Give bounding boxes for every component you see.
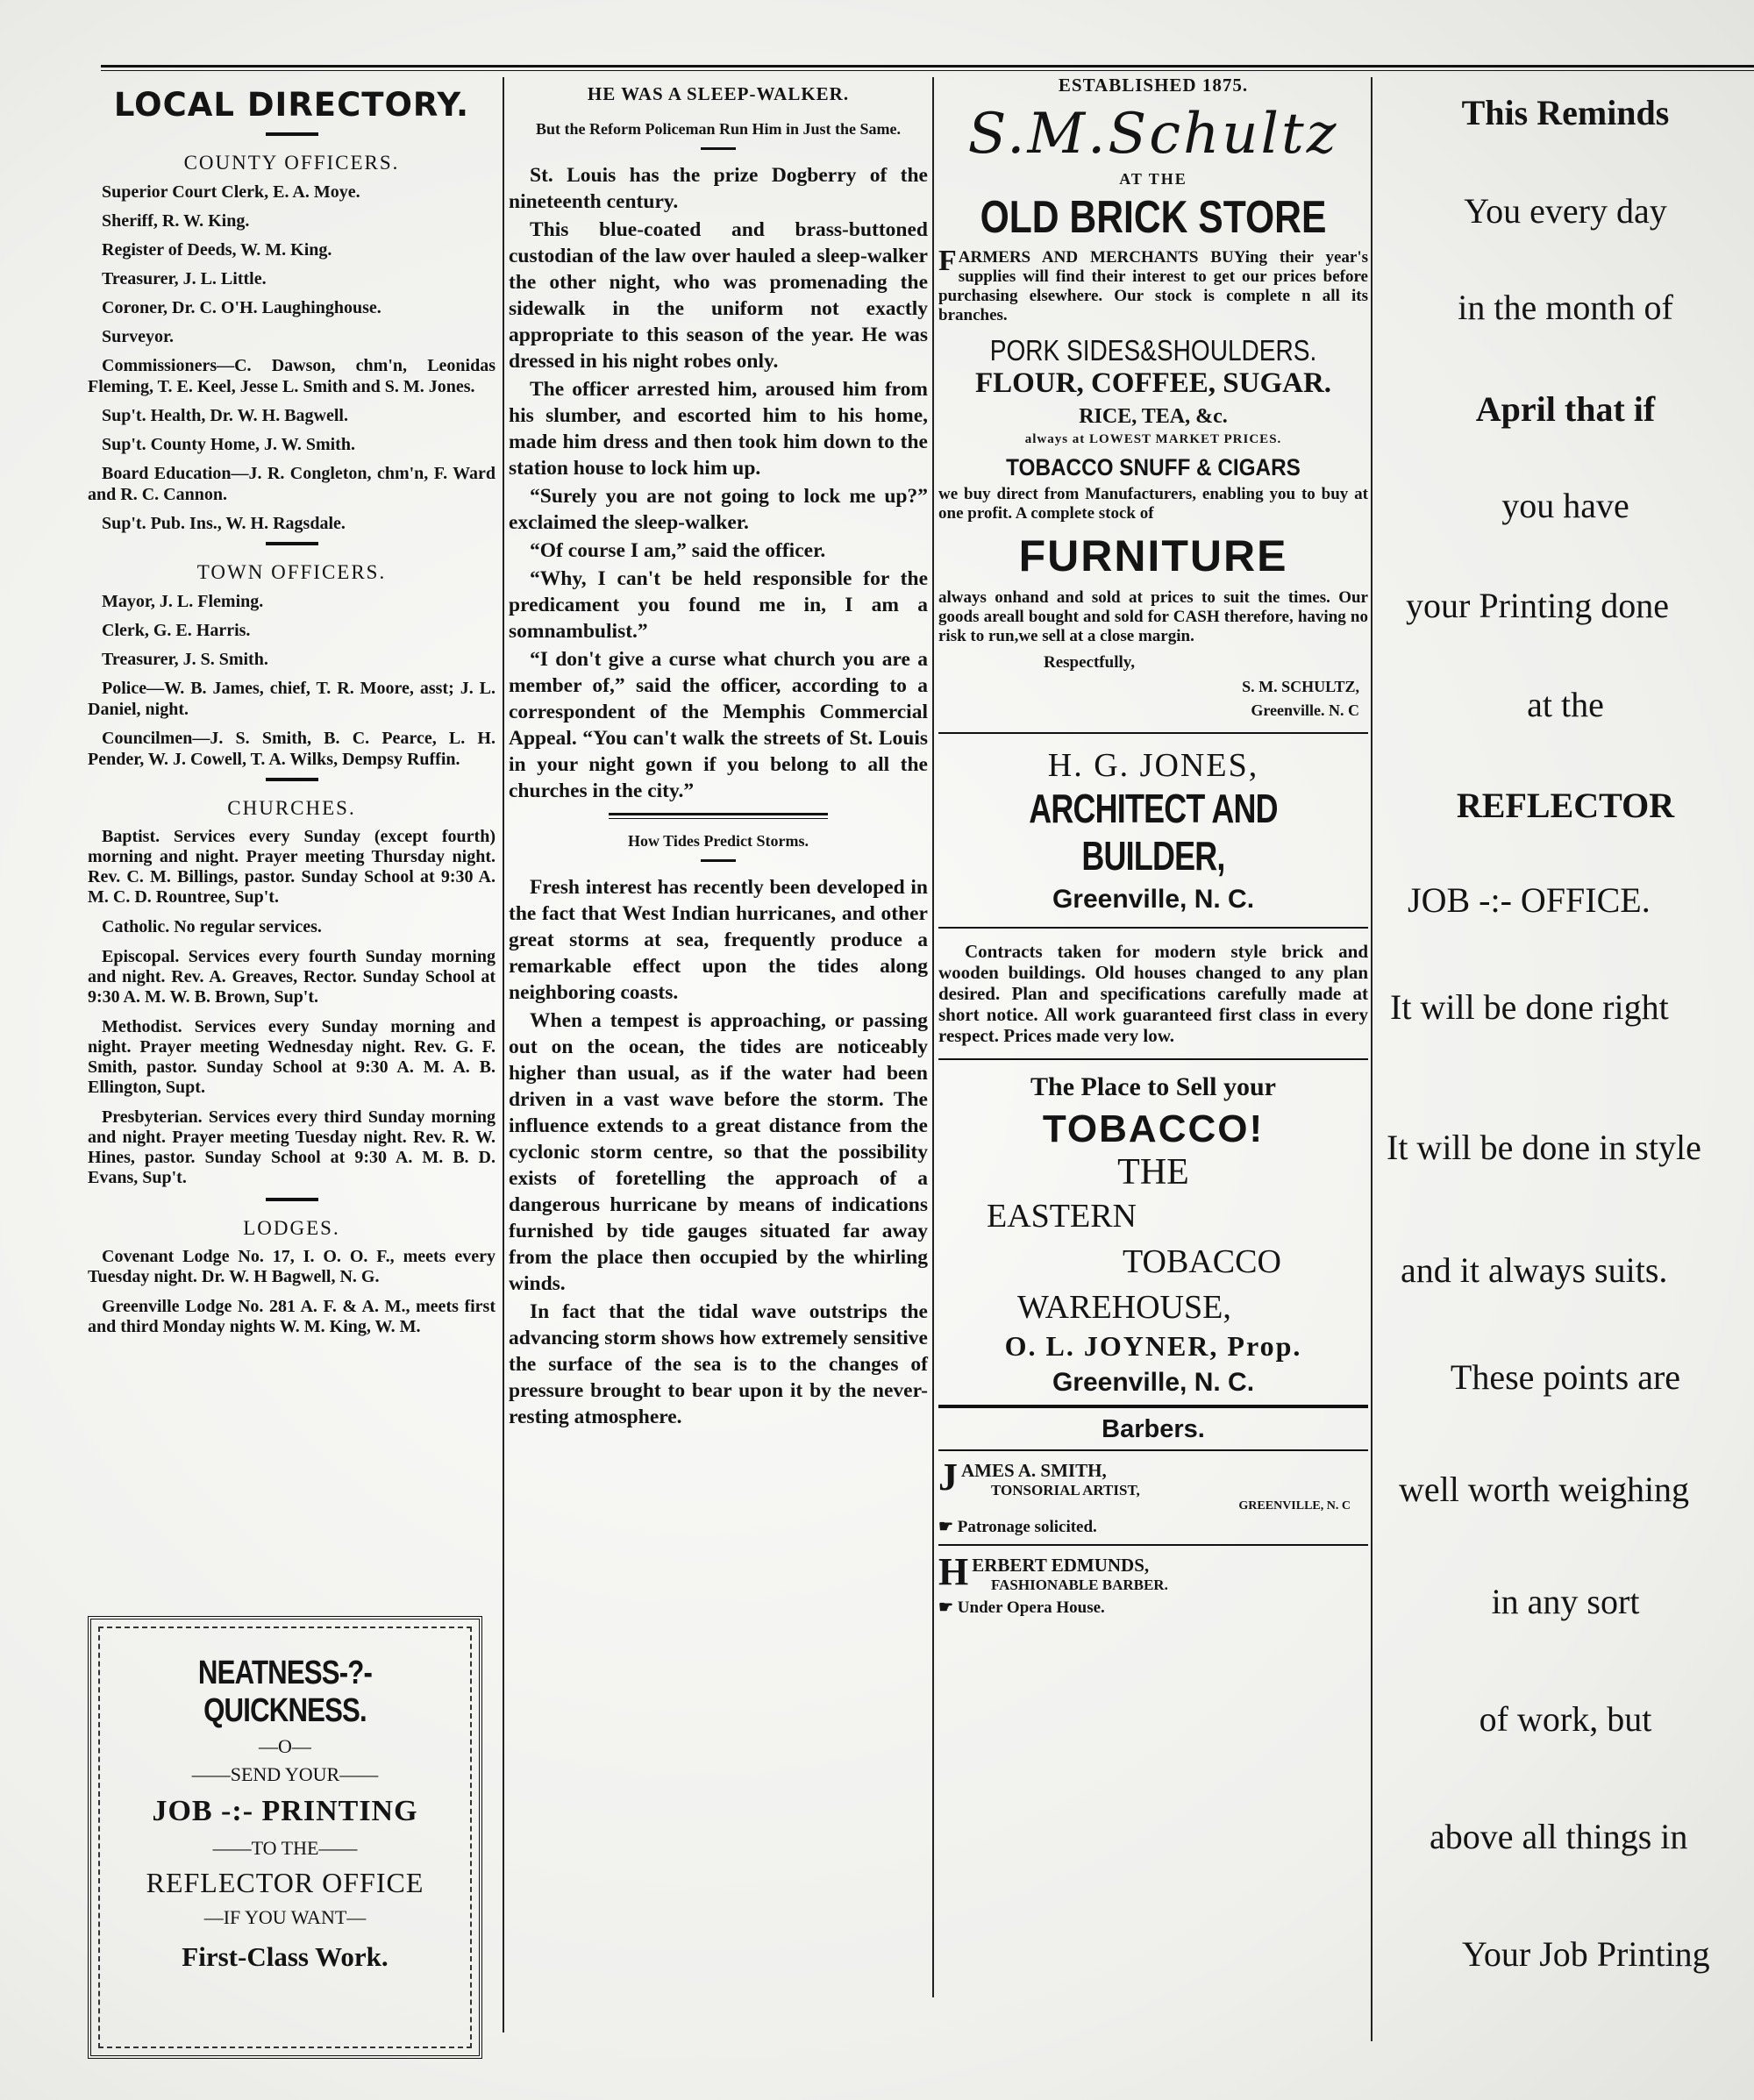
churches-heading: CHURCHES.	[227, 797, 356, 819]
reminder-column	[1381, 83, 1754, 2065]
article-paragraph: “Surely you are not going to lock me up?” exclaimed the sleep-walker.	[509, 485, 928, 534]
jones-name: H. G. JONES,	[1047, 747, 1259, 784]
drop-cap: H	[938, 1550, 969, 1593]
schultz-signature: S. M. SCHULTZ,	[1242, 678, 1359, 695]
reminder-line: your Printing done	[1406, 586, 1669, 625]
edmunds-name-text: ERBERT EDMUNDS,	[972, 1555, 1150, 1576]
drop-cap: J	[938, 1456, 958, 1498]
reminder-line: in any sort	[1491, 1582, 1640, 1621]
divider	[701, 147, 736, 150]
lodge-entry: Greenville Lodge No. 281 A. F. & A. M., meets first and third Monday nights W. M. King, W. M.	[88, 1297, 496, 1336]
county-officers-heading: COUNTY OFFICERS.	[183, 152, 400, 174]
smith-town: GREENVILLE, N. C	[1238, 1499, 1351, 1513]
reminder-line: and it always suits.	[1401, 1250, 1668, 1290]
reminder-line: This Reminds	[1461, 93, 1670, 132]
divider	[266, 1198, 318, 1201]
tobacco-line: TOBACCO SNUFF & CIGARS	[1006, 454, 1301, 481]
top-rule	[101, 65, 1754, 71]
divider	[266, 132, 318, 136]
county-entry: Sup't. County Home, J. W. Smith.	[102, 435, 355, 454]
church-entry: Methodist. Services every Sunday morning and night. Prayer meeting Wednesday night. Rev. G. F. Smith, pastor. Sunday School at 9:30 A. M. A. B. Ellington, Supt.	[88, 1017, 496, 1097]
county-entry: Board Education—J. R. Congleton, chm'n, F. Ward and R. C. Cannon.	[88, 464, 496, 504]
county-entry: Sheriff, R. W. King.	[102, 211, 250, 231]
column-rule-1	[503, 77, 504, 2032]
warehouse-town: Greenville, N. C.	[1052, 1368, 1255, 1397]
reminder-line: JOB -:- OFFICE.	[1408, 880, 1651, 920]
lodges-heading: LODGES.	[243, 1217, 340, 1239]
warehouse-tobacco2: TOBACCO	[1123, 1243, 1281, 1280]
ad-line: —IF YOU WANT—	[203, 1906, 367, 1928]
sleepwalker-headline: HE WAS A SLEEP-WALKER.	[587, 83, 850, 104]
warehouse-eastern: EASTERN	[987, 1198, 1137, 1235]
warehouse-name: WAREHOUSE,	[1017, 1289, 1231, 1326]
article-paragraph: When a tempest is approaching, or passing out on the ocean, the tides are noticeably higher than usual, as if the water had been driven in a vast wave before the storm. The influence extends to a great distance from the cyclonic storm centre, so that the possibility exists of foretelling the approach of a dangerous hurricane by means of indications furnished by tide gauges situated far away from the place then occupied by the whirling winds.	[509, 1009, 928, 1295]
barbers-heading: Barbers.	[1102, 1415, 1205, 1443]
warehouse-place: The Place to Sell your	[1030, 1072, 1276, 1101]
ad-reflector-office: REFLECTOR OFFICE	[146, 1867, 424, 1898]
ad-separator	[938, 1058, 1368, 1060]
reminder-line: Your Job Printing	[1462, 1934, 1710, 1974]
schultz-name: S.M.Schultz	[967, 102, 1339, 167]
county-entry: Sup't. Health, Dr. W. H. Bagwell.	[102, 406, 348, 425]
county-entry: Register of Deeds, W. M. King.	[102, 240, 332, 260]
reminder-line: These points are	[1450, 1357, 1681, 1397]
county-entry: Treasurer, J. L. Little.	[102, 269, 267, 288]
reminder-line: REFLECTOR	[1456, 786, 1675, 825]
town-entry: Mayor, J. L. Fleming.	[102, 592, 264, 611]
column-rule-3	[1371, 77, 1373, 2041]
divider	[701, 859, 736, 862]
reminder-line: well worth weighing	[1399, 1470, 1690, 1509]
county-entry: Sup't. Pub. Ins., W. H. Ragsdale.	[102, 514, 346, 533]
town-entry: Treasurer, J. S. Smith.	[102, 650, 268, 669]
ad-separator	[938, 732, 1368, 734]
job-printing-ad	[88, 1616, 482, 2059]
article-separator	[609, 813, 828, 819]
schultz-intro	[938, 245, 1368, 325]
schultz-established: ESTABLISHED 1875.	[1058, 75, 1249, 96]
reminder-line: It will be done in style	[1387, 1128, 1701, 1167]
flour-line: FLOUR, COFFEE, SUGAR.	[974, 367, 1332, 399]
county-entry: Superior Court Clerk, E. A. Moye.	[102, 182, 360, 202]
directory-title: LOCAL DIRECTORY.	[113, 86, 470, 124]
schultz-intro-text: ARMERS AND MERCHANTS BUYing their year's supplies will find their interest to get our prices before purchasing elsewhere. Our stock is complete n all its branches.	[938, 248, 1368, 324]
ad-line: ——SEND YOUR——	[191, 1763, 379, 1785]
schultz-at-the: AT THE	[1119, 170, 1187, 188]
reminder-line: It will be done right	[1390, 987, 1669, 1027]
county-entry: Coroner, Dr. C. O'H. Laughinghouse.	[102, 298, 381, 317]
pork-line: PORK SIDES&SHOULDERS.	[989, 334, 1317, 367]
smith-name-text: AMES A. SMITH,	[961, 1460, 1107, 1481]
terms-text: always onhand and sold at prices to suit the times. Our goods areall bought and sold for CASH therefore, having no risk to run,we sell at a close margin.	[938, 588, 1368, 645]
edmunds-title: FASHIONABLE BARBER.	[991, 1577, 1168, 1593]
ad-line: ——TO THE——	[212, 1837, 358, 1859]
local-directory-column	[88, 79, 496, 2061]
ads-column	[938, 75, 1368, 2021]
lodge-entry: Covenant Lodge No. 17, I. O. O. F., meets every Tuesday night. Dr. W. H Bagwell, N. G.	[88, 1247, 496, 1286]
reminder-line: of work, but	[1479, 1699, 1652, 1739]
reminder-line: at the	[1527, 685, 1604, 724]
town-entry: Police—W. B. James, chief, T. R. Moore, asst; J. L. Daniel, night.	[88, 679, 496, 719]
jones-trade: ARCHITECT AND BUILDER,	[1029, 786, 1278, 879]
ad-separator	[938, 1544, 1368, 1546]
reminder-line: You every day	[1464, 191, 1667, 231]
smith-title: TONSORIAL ARTIST,	[991, 1482, 1140, 1498]
divider	[266, 542, 318, 545]
article-paragraph: In fact that the tidal wave outstrips the advancing storm shows how extremely sensitive the surface of the sea is to the changes of pressure brought to bear upon it by the never-resting atmosphere.	[509, 1300, 928, 1428]
county-entry: Commissioners—C. Dawson, chm'n, Leonidas Fleming, T. E. Keel, Jesse L. Smith and S. M. Jones.	[88, 356, 496, 396]
warehouse-the: THE	[1117, 1152, 1189, 1192]
furniture-line: FURNITURE	[1018, 531, 1288, 580]
articles-column	[509, 79, 928, 2008]
edmunds-note: ☛ Under Opera House.	[938, 1598, 1105, 1617]
respectfully: Respectfully,	[1044, 653, 1135, 672]
church-entry: Baptist. Services every Sunday (except fourth) morning and night. Prayer meeting Thursday night. Rev. C. M. Billings, pastor. Sunday School at 9:30 A. M. C. D. Rountree, Sup't.	[88, 827, 496, 907]
county-entry: Surveyor.	[102, 327, 175, 346]
jones-town: Greenville, N. C.	[1052, 885, 1255, 914]
warehouse-prop: O. L. JOYNER, Prop.	[1004, 1330, 1302, 1362]
reminder-line: you have	[1501, 486, 1629, 525]
church-entry: Episcopal. Services every fourth Sunday morning and night. Rev. A. Greaves, Rector. Sunday School at 9:30 A. M. W. B. Brown, Sup't.	[88, 947, 496, 1007]
town-entry: Councilmen—J. S. Smith, B. C. Pearce, L. H. Pender, W. J. Cowell, T. A. Wilks, Dempsy Ruffin.	[88, 729, 496, 769]
rice-line: RICE, TEA, &c.	[1079, 405, 1228, 428]
drop-cap: F	[938, 245, 957, 277]
ad-separator	[938, 927, 1368, 929]
warehouse-tobacco: TOBACCO!	[1042, 1107, 1265, 1150]
ad-headline: NEATNESS-?-QUICKNESS.	[197, 1655, 373, 1729]
ad-first-class: First-Class Work.	[182, 1941, 389, 1972]
article-paragraph: Fresh interest has recently been developed in the fact that West Indian hurricanes, and other great storms at sea, frequently produce a remarkable effect upon the tides along neighboring coasts.	[509, 876, 928, 1004]
article-paragraph: “I don't give a curse what church you are a member of,” said the officer, according to a correspondent of the Memphis Commercial Appeal. “You can't walk the streets of St. Louis in your night gown if you belong to all the churches in the city.”	[509, 648, 928, 802]
reminder-line: above all things in	[1430, 1817, 1688, 1856]
church-entry: Catholic. No regular services.	[102, 917, 322, 936]
article-paragraph: “Why, I can't be held responsible for the predicament you found me in, I am a somnambulist.”	[509, 567, 928, 643]
ad-separator	[938, 1405, 1368, 1408]
ad-separator	[938, 1449, 1368, 1451]
article-paragraph: The officer arrested him, aroused him from his slumber, and escorted him to his home, made him dress and then took him down to the station house to lock him up.	[509, 378, 928, 480]
sleepwalker-subhead: But the Reform Policeman Run Him in Just the Same.	[536, 120, 901, 138]
column-rule-2	[932, 77, 934, 1997]
always-line: always at LOWEST MARKET PRICES.	[1024, 432, 1282, 446]
article-paragraph: “Of course I am,” said the officer.	[530, 539, 826, 562]
divider	[266, 778, 318, 781]
article-paragraph: St. Louis has the prize Dogberry of the nineteenth century.	[509, 164, 928, 213]
town-entry: Clerk, G. E. Harris.	[102, 621, 251, 640]
church-entry: Presbyterian. Services every third Sunday morning and night. Prayer meeting Tuesday night. Rev. R. W. Hines, pastor. Sunday School at 9:30 A. M. B. D. Evans, Sup't.	[88, 1107, 496, 1187]
town-officers-heading: TOWN OFFICERS.	[196, 561, 387, 583]
smith-note: ☛ Patronage solicited.	[938, 1518, 1097, 1536]
ad-line: —O—	[259, 1735, 311, 1757]
schultz-town: Greenville. N. C	[1251, 701, 1359, 719]
direct-text: we buy direct from Manufacturers, enabling you to buy at one profit. A complete stock of	[938, 485, 1368, 523]
reminder-line: April that if	[1475, 389, 1656, 429]
reminder-line: in the month of	[1458, 288, 1673, 327]
article-paragraph: This blue-coated and brass-buttoned custodian of the law over hauled a sleep-walker the other night, who was promenading the sidewalk in the uniform not exactly appropriate to this season of the year. He was dressed in his night robes only.	[509, 218, 928, 373]
old-brick-store: OLD BRICK STORE	[980, 192, 1327, 243]
tides-headline: How Tides Predict Storms.	[628, 832, 809, 850]
jones-text: Contracts taken for modern style brick and wooden buildings. Old houses changed to any plan desired. Plan and specifications carefully made at short notice. All work guaranteed first class in every respect. Prices made very low.	[938, 941, 1368, 1046]
ad-job-printing: JOB -:- PRINTING	[152, 1795, 418, 1827]
